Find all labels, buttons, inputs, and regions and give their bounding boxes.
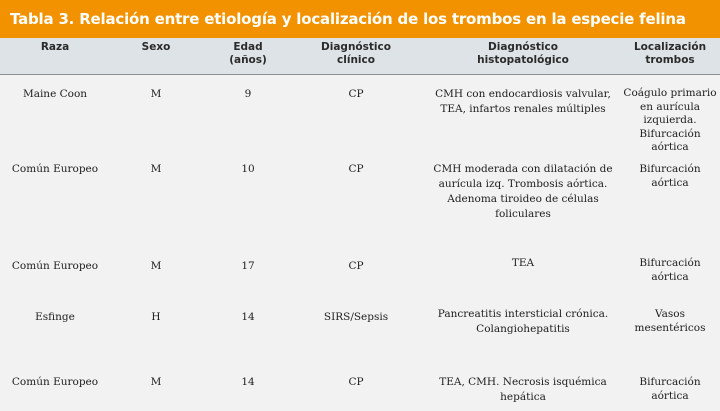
cell-edad: 17 [241,260,255,272]
table-title: Tabla 3. Relación entre etiología y localización de los trombos en la especie felina [10,10,686,28]
cell-diagnostico-clinico: CP [348,163,364,175]
cell-edad: 14 [241,311,255,323]
cell-edad: 9 [244,88,252,100]
cell-diagnostico-histopatologico: TEA [511,257,535,269]
cell-diagnostico-histopatologico: TEA, CMH. Necrosis isquémica hepática [439,376,607,403]
cell-diagnostico-clinico: CP [348,376,364,388]
cell-diagnostico-clinico: CP [348,260,364,272]
header-edad: Edad (años) [229,41,267,66]
header-divider [0,74,720,75]
cell-diagnostico-clinico: SIRS/Sepsis [323,311,389,323]
cell-raza: Maine Coon [22,88,88,100]
header-sexo: Sexo [141,41,171,53]
cell-sexo: M [150,376,162,388]
cell-localizacion: Bifurcación aórtica [639,376,701,402]
title-bar [0,0,720,38]
cell-localizacion: Coágulo primario en aurícula izquierda. Bifurcación aórtica [623,87,717,153]
header-localizacion: Localización trombos [633,41,707,66]
cell-sexo: M [150,88,162,100]
cell-localizacion: Bifurcación aórtica [639,163,701,189]
cell-sexo: M [150,260,162,272]
header-raza: Raza [40,41,70,53]
header-diagnostico-histopatologico: Diagnóstico histopatológico [477,41,569,66]
table-header-row [0,38,720,74]
cell-localizacion: Vasos mesentéricos [634,308,706,334]
cell-sexo: H [151,311,161,323]
cell-diagnostico-histopatologico: Pancreatitis intersticial crónica. Colangiohepatitis [437,308,609,335]
header-diagnostico-clinico: Diagnóstico clínico [321,41,391,66]
cell-diagnostico-clinico: CP [348,88,364,100]
cell-edad: 14 [241,376,255,388]
cell-localizacion: Bifurcación aórtica [639,257,701,283]
cell-diagnostico-histopatologico: CMH moderada con dilatación de aurícula izq. Trombosis aórtica. Adenoma tiroideo de células foliculares [433,163,613,220]
cell-raza: Esfinge [35,311,75,323]
cell-sexo: M [150,163,162,175]
cell-diagnostico-histopatologico: CMH con endocardiosis valvular, TEA, infartos renales múltiples [435,88,611,115]
cell-raza: Común Europeo [11,163,99,175]
cell-edad: 10 [241,163,255,175]
cell-raza: Común Europeo [11,376,99,388]
cell-raza: Común Europeo [11,260,99,272]
